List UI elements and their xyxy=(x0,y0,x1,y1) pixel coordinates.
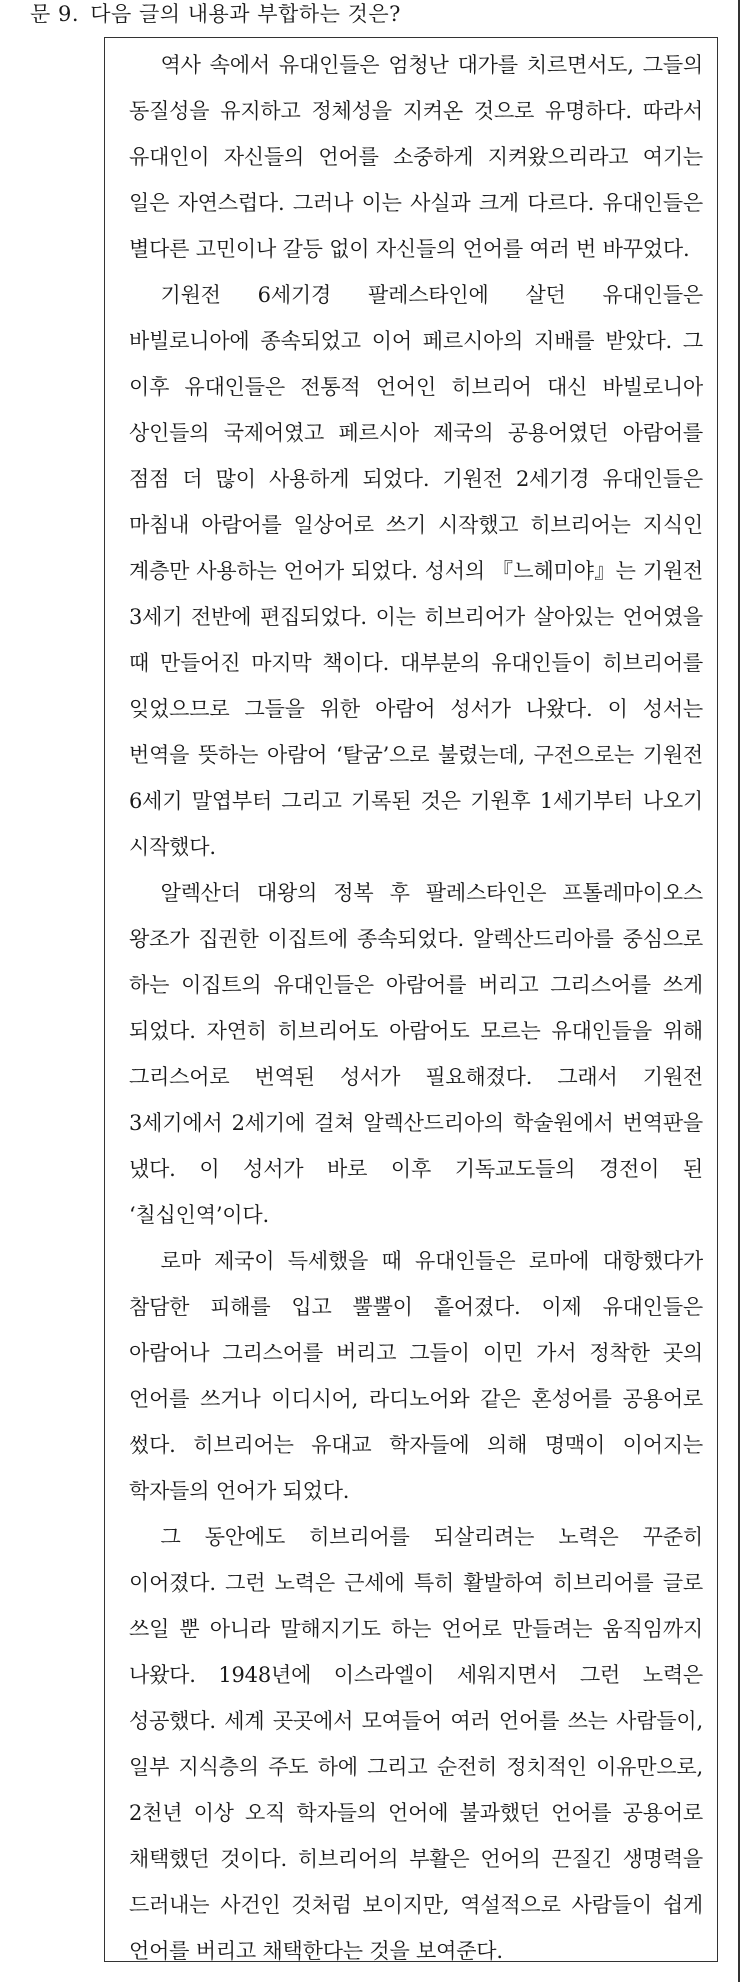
question-number: 9. xyxy=(57,2,80,26)
question-prefix: 문 xyxy=(30,2,51,26)
column-divider xyxy=(738,0,740,1982)
passage-paragraph-5: 그 동안에도 히브리어를 되살리려는 노력은 꾸준히 이어졌다. 그런 노력은 근세에 특히 활발하여 히브리어를 글로 쓰일 뿐 아니라 말해지기도 하는 언어로 만들려는 움직임까지 나왔다. 1948년에 이스라엘이 세워지면서 그런 노력은 성공했다. 세계 곳곳에서 모여들어 여러 언어를 쓰는 사람들이, 일부 지식층의 주도 하에 그리고 순전히 정치적인 이유만으로, 2천년 이상 오직 학자들의 언어에 불과했던 언어를 공용어로 채택했던 것이다. 히브리어의 부활은 언어의 끈질긴 생명력을 드러내는 사건인 것처럼 보이지만, 역설적으로 사람들이 쉽게 언어를 버리고 채택한다는 것을 보여준다. xyxy=(129,1525,703,1963)
passage-paragraph-1: 역사 속에서 유대인들은 엄청난 대가를 치르면서도, 그들의 동질성을 유지하고 정체성을 지켜온 것으로 유명하다. 따라서 유대인이 자신들의 언어를 소중하게 지켜왔으리라고 여기는 일은 자연스럽다. 그러나 이는 사실과 크게 다르다. 유대인들은 별다른 고민이나 갈등 없이 자신들의 언어를 여러 번 바꾸었다. xyxy=(129,53,703,261)
passage-paragraph-3: 알렉산더 대왕의 정복 후 팔레스타인은 프톨레마이오스 왕조가 집권한 이집트에 종속되었다. 알렉산드리아를 중심으로 하는 이집트의 유대인들은 아람어를 버리고 그리스어를 쓰게 되었다. 자연히 히브리어도 아람어도 모르는 유대인들을 위해 그리스어로 번역된 성서가 필요해졌다. 그래서 기원전 3세기에서 2세기에 걸쳐 알렉산드리아의 학술원에서 번역판을 냈다. 이 성서가 바로 이후 기독교도들의 경전이 된 ‘칠십인역’이다. xyxy=(129,881,703,1227)
passage-paragraph-4: 로마 제국이 득세했을 때 유대인들은 로마에 대항했다가 참담한 피해를 입고 뿔뿔이 흩어졌다. 이제 유대인들은 아람어나 그리스어를 버리고 그들이 이민 가서 정착한 곳의 언어를 쓰거나 이디시어, 라디노어와 같은 혼성어를 공용어로 썼다. 히브리어는 유대교 학자들에 의해 명맥이 이어지는 학자들의 언어가 되었다. xyxy=(129,1249,703,1503)
passage-paragraph-2: 기원전 6세기경 팔레스타인에 살던 유대인들은 바빌로니아에 종속되었고 이어 페르시아의 지배를 받았다. 그 이후 유대인들은 전통적 언어인 히브리어 대신 바빌로니아 상인들의 국제어였고 페르시아 제국의 공용어였던 아람어를 점점 더 많이 사용하게 되었다. 기원전 2세기경 유대인들은 마침내 아람어를 일상어로 쓰기 시작했고 히브리어는 지식인 계층만 사용하는 언어가 되었다. 성서의 『느헤미야』는 기원전 3세기 전반에 편집되었다. 이는 히브리어가 살아있는 언어였을 때 만들어진 마지막 책이다. 대부분의 유대인들이 히브리어를 잊었으므로 그들을 위한 아람어 성서가 나왔다. 이 성서는 번역을 뜻하는 아람어 ‘탈굼’으로 불렸는데, 구전으로는 기원전 6세기 말엽부터 그리고 기록된 것은 기원후 1세기부터 나오기 시작했다. xyxy=(129,283,703,859)
passage-box xyxy=(104,37,718,1962)
question-header xyxy=(30,0,401,28)
question-text: 다음 글의 내용과 부합하는 것은? xyxy=(90,2,401,26)
